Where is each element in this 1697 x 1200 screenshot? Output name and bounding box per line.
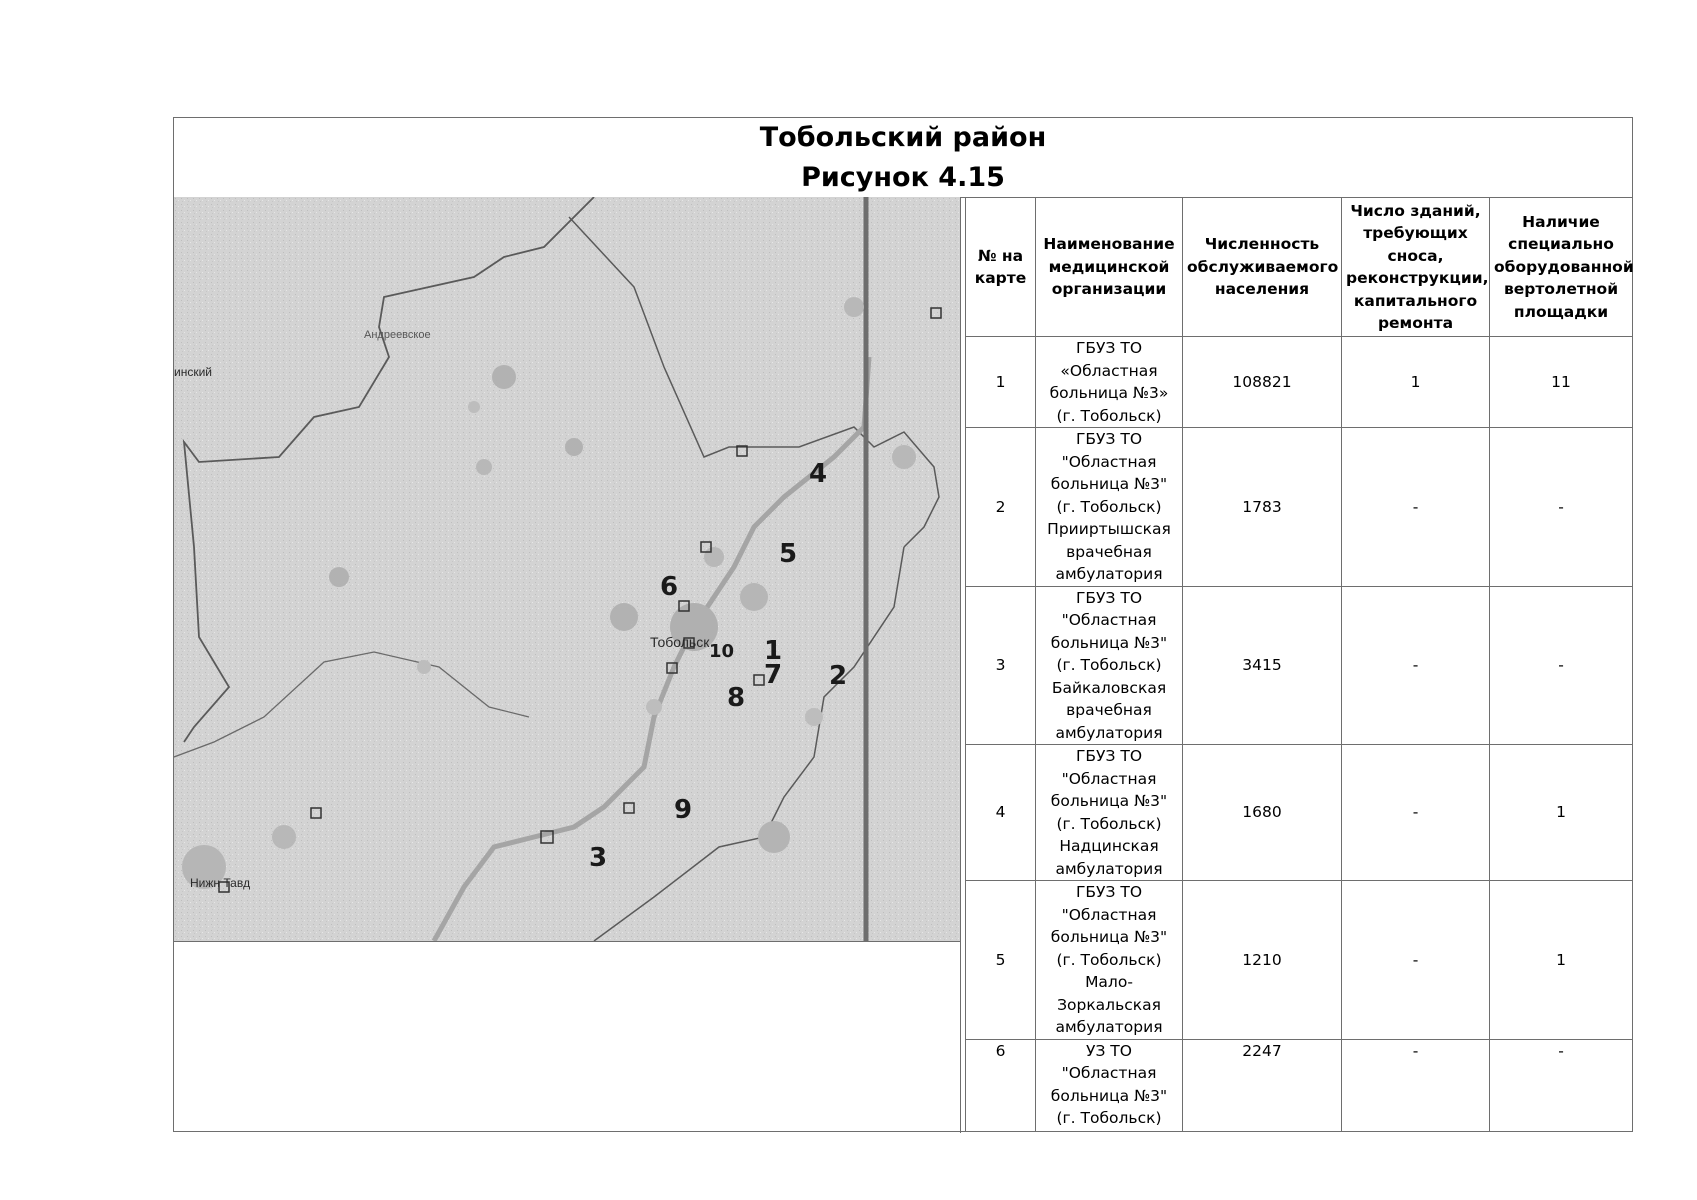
cell-population: 3415 xyxy=(1183,586,1342,745)
cell-number: 4 xyxy=(966,745,1036,881)
lake xyxy=(492,365,516,389)
cell-organization: ГБУЗ ТО "Областная больница №3" (г. Тобольск) Байкаловская врачебная амбулатория xyxy=(1036,586,1183,745)
village-label: Андреевское xyxy=(364,329,431,341)
map-marker-4: 4 xyxy=(809,459,828,489)
cell-buildings: - xyxy=(1342,586,1490,745)
map-marker-9: 9 xyxy=(674,795,693,825)
edge-label-left: инский xyxy=(174,365,212,379)
cell-buildings: - xyxy=(1342,745,1490,881)
cell-organization: ГБУЗ ТО "Областная больница №3" (г. Тобольск) Прииртышская врачебная амбулатория xyxy=(1036,428,1183,587)
lake xyxy=(610,603,638,631)
cell-buildings: 1 xyxy=(1342,337,1490,428)
cell-organization: ГБУЗ ТО "Областная больница №3" (г. Тобольск) Мало-Зоркальская амбулатория xyxy=(1036,881,1183,1040)
table-container xyxy=(965,197,1632,1133)
cell-number: 5 xyxy=(966,881,1036,1040)
cell-organization: ГБУЗ ТО "Областная больница №3" (г. Тобольск) Надцинская амбулатория xyxy=(1036,745,1183,881)
lake xyxy=(646,699,662,715)
cell-buildings: - xyxy=(1342,1039,1490,1131)
map-marker-10: 10 xyxy=(709,641,735,662)
figure-frame xyxy=(173,117,1633,1132)
lake xyxy=(740,583,768,611)
district-map xyxy=(174,197,961,941)
lake xyxy=(476,459,492,475)
cell-number: 6 xyxy=(966,1039,1036,1131)
table-row xyxy=(966,1039,1633,1131)
cell-helipad: - xyxy=(1490,1039,1633,1131)
header-buildings: Число зданий, требующих сноса, реконструкции, капитального ремонта xyxy=(1342,198,1490,337)
map-marker-6: 6 xyxy=(660,572,679,602)
map-marker-1: 1 xyxy=(764,636,783,666)
cell-population: 1680 xyxy=(1183,745,1342,881)
cell-population: 2247 xyxy=(1183,1039,1342,1131)
table-row xyxy=(966,881,1633,1040)
cell-buildings: - xyxy=(1342,881,1490,1040)
cell-population: 1210 xyxy=(1183,881,1342,1040)
edge-label-bottom: Нижн Тавд xyxy=(190,876,251,890)
table-row xyxy=(966,337,1633,428)
map-marker-2: 2 xyxy=(829,661,848,691)
cell-number: 2 xyxy=(966,428,1036,587)
map-marker-5: 5 xyxy=(779,539,798,569)
table-row xyxy=(966,586,1633,745)
lake xyxy=(758,821,790,853)
table-header-row xyxy=(966,198,1633,337)
cell-population: 108821 xyxy=(1183,337,1342,428)
cell-helipad: - xyxy=(1490,586,1633,745)
header-organization: Наименование медицинской организации xyxy=(1036,198,1183,337)
header-population: Численность обслуживаемого населения xyxy=(1183,198,1342,337)
map-marker-7: 7 xyxy=(764,660,783,690)
lake xyxy=(565,438,583,456)
lake xyxy=(272,825,296,849)
lake xyxy=(704,547,724,567)
cell-helipad: - xyxy=(1490,428,1633,587)
cell-buildings: - xyxy=(1342,428,1490,587)
header-map-number: № на карте xyxy=(966,198,1036,337)
map-marker-8: 8 xyxy=(727,683,746,713)
figure-caption: Рисунок 4.15 xyxy=(801,162,1005,193)
cell-organization: УЗ ТО "Областная больница №3" (г. Тобольск) xyxy=(1036,1039,1183,1131)
lake xyxy=(417,660,431,674)
cell-helipad: 1 xyxy=(1490,745,1633,881)
cell-helipad: 11 xyxy=(1490,337,1633,428)
cell-population: 1783 xyxy=(1183,428,1342,587)
facilities-table xyxy=(965,197,1633,1132)
map-marker-3: 3 xyxy=(589,843,608,873)
town-label-tobolsk: Тобольск xyxy=(650,634,710,650)
lake xyxy=(805,708,823,726)
cell-number: 3 xyxy=(966,586,1036,745)
lake xyxy=(844,297,864,317)
map-drawing xyxy=(174,197,960,941)
cell-organization: ГБУЗ ТО «Областная больница №3» (г. Тобольск) xyxy=(1036,337,1183,428)
cell-helipad: 1 xyxy=(1490,881,1633,1040)
header-helipad: Наличие специально оборудованной вертолетной площадки xyxy=(1490,198,1633,337)
lake xyxy=(892,445,916,469)
district-title: Тобольский район xyxy=(759,122,1047,153)
table-row xyxy=(966,428,1633,587)
lake xyxy=(329,567,349,587)
table-row xyxy=(966,745,1633,881)
title-box xyxy=(174,118,1632,198)
blank-area xyxy=(174,941,961,1133)
cell-number: 1 xyxy=(966,337,1036,428)
lake xyxy=(468,401,480,413)
